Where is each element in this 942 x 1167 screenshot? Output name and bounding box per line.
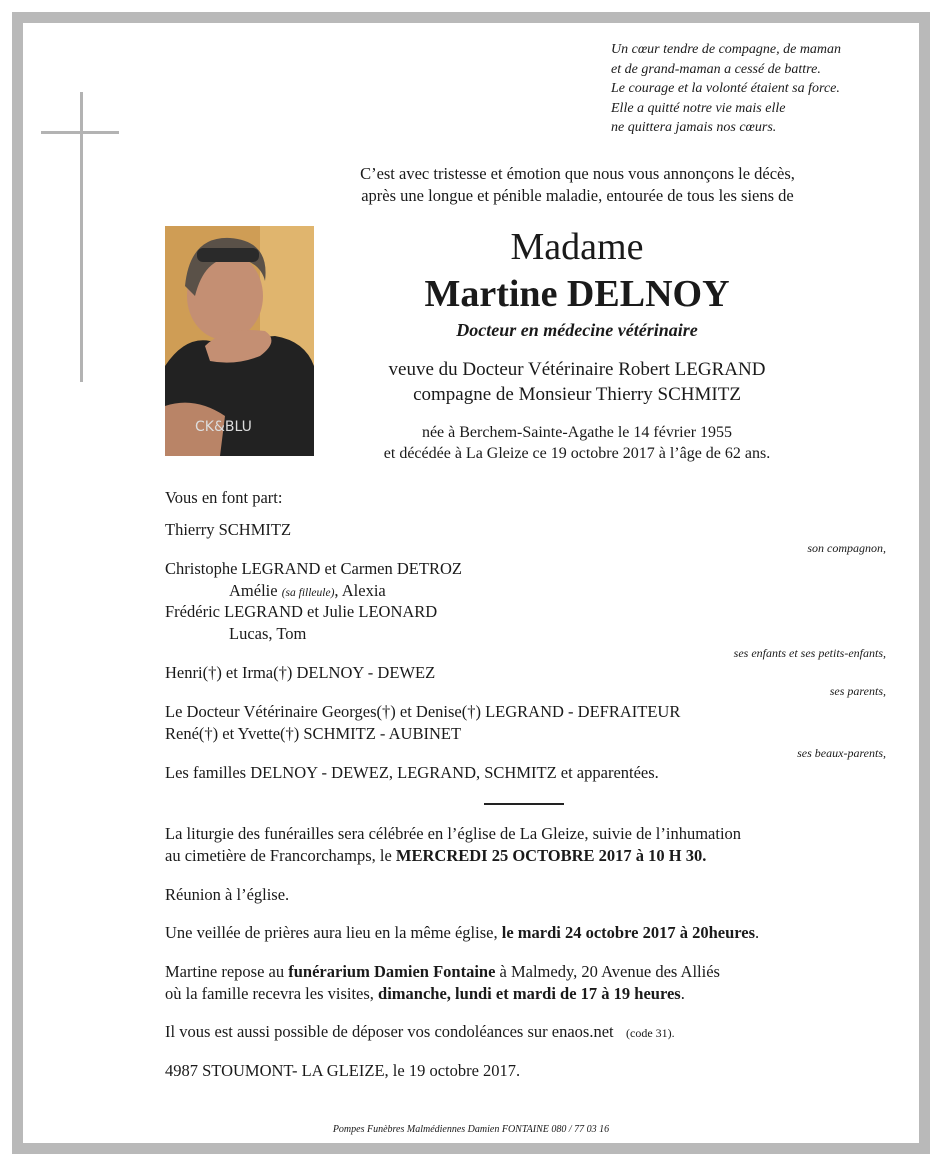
funeral-home: funérarium Damien Fontaine [288, 962, 496, 981]
poem-line: Elle a quitté notre vie mais elle [611, 100, 786, 116]
parents-relation: ses parents, [829, 684, 886, 698]
goddaughter-note: (sa filleule) [281, 587, 335, 599]
intro-line: après une longue et pénible maladie, entourée de tous les siens de [361, 186, 794, 205]
svg-text:CK&BLU: CK&BLU [195, 419, 252, 435]
intro-line: C’est avec tristesse et émotion que nous vous annonçons le décès, [360, 164, 795, 183]
liturgy-line2 [165, 845, 706, 866]
condolences-line [165, 1021, 675, 1044]
visits-schedule: dimanche, lundi et mardi de 17 à 19 heures [378, 984, 681, 1003]
reunion-line: Réunion à l’église. [165, 885, 290, 904]
birth-death-block [330, 422, 824, 464]
deceased-name: Martine DELNOY [424, 273, 730, 315]
grandchild-name: Amélie [229, 581, 278, 600]
visits-period: . [680, 984, 685, 1003]
condolences-code: (code 31). [626, 1026, 675, 1040]
inlaws-line2: René(†) et Yvette(†) SCHMITZ - AUBINET [165, 724, 462, 743]
vigil-line [165, 922, 759, 943]
cross-icon-horizontal [41, 131, 119, 134]
funeral-datetime: MERCREDI 25 OCTOBRE 2017 à 10 H 30. [395, 846, 707, 865]
rest-address: à Malmedy, 20 Avenue des Alliés [495, 962, 720, 981]
inlaws-relation: ses beaux-parents, [797, 746, 886, 760]
liturgy-text: au cimetière de Francorchamps, le [165, 846, 396, 865]
funeral-home-footer: Pompes Funèbres Malmédiennes Damien FONTAINE 080 / 77 03 16 [332, 1124, 610, 1135]
place-date-line: 4987 STOUMONT- LA GLEIZE, le 19 octobre 2017. [165, 1061, 521, 1080]
families-line: Les familles DELNOY - DEWEZ, LEGRAND, SCHMITZ et apparentées. [165, 763, 659, 782]
poem-line: ne quittera jamais nos cœurs. [611, 120, 777, 135]
liturgy-line1: La liturgie des funérailles sera célébrée en l’église de La Gleize, suivie de l’inhumation [165, 824, 742, 843]
child1-line: Christophe LEGRAND et Carmen DETROZ [165, 559, 462, 578]
grandchild-name: , Alexia [334, 581, 386, 600]
parents-line: Henri(†) et Irma(†) DELNOY - DEWEZ [165, 663, 436, 682]
birth-line: née à Berchem-Sainte-Agathe le 14 février 1955 [421, 424, 733, 441]
child2-line: Frédéric LEGRAND et Julie LEONARD [165, 602, 438, 621]
separator [484, 803, 564, 805]
inlaws-line1: Le Docteur Vétérinaire Georges(†) et Denise(†) LEGRAND - DEFRAITEUR [165, 702, 681, 721]
rest-text: Martine repose au [165, 962, 289, 981]
cross-icon-vertical [80, 92, 83, 382]
honorific: Madame [510, 226, 644, 268]
family-intro: Vous en font part: [165, 488, 283, 507]
condolences-text: Il vous est aussi possible de déposer vos condoléances sur enaos.net [165, 1022, 614, 1041]
rest-line1 [165, 961, 720, 982]
spouse-block [330, 357, 824, 407]
visits-text: où la famille recevra les visites, [165, 984, 379, 1003]
vigil-text: Une veillée de prières aura lieu en la même église, [165, 923, 502, 942]
deceased-title: Docteur en médecine vétérinaire [456, 320, 698, 340]
companion-line: compagne de Monsieur Thierry SCHMITZ [413, 384, 741, 405]
poem-line: et de grand-maman a cessé de battre. [611, 61, 821, 77]
vigil-period: . [755, 923, 760, 942]
announcement-intro [300, 163, 855, 207]
portrait-photo [165, 226, 314, 456]
spouse-line: veuve du Docteur Vétérinaire Robert LEGRAND [388, 359, 766, 380]
vigil-datetime: le mardi 24 octobre 2017 à 20heures [501, 923, 756, 942]
poem [611, 40, 911, 138]
rest-line2 [165, 983, 685, 1004]
grandchildren2-line: Lucas, Tom [229, 624, 307, 643]
death-line: et décédée à La Gleize ce 19 octobre 2017 à l’âge de 62 ans. [383, 445, 771, 462]
poem-line: Le courage et la volonté étaient sa force. [611, 81, 840, 96]
poem-line: Un cœur tendre de compagne, de maman [611, 42, 842, 57]
companion-name: Thierry SCHMITZ [165, 520, 292, 539]
companion-relation: son compagnon, [807, 541, 886, 555]
children-relation: ses enfants et ses petits-enfants, [733, 646, 886, 660]
portrait-illustration [165, 226, 314, 456]
